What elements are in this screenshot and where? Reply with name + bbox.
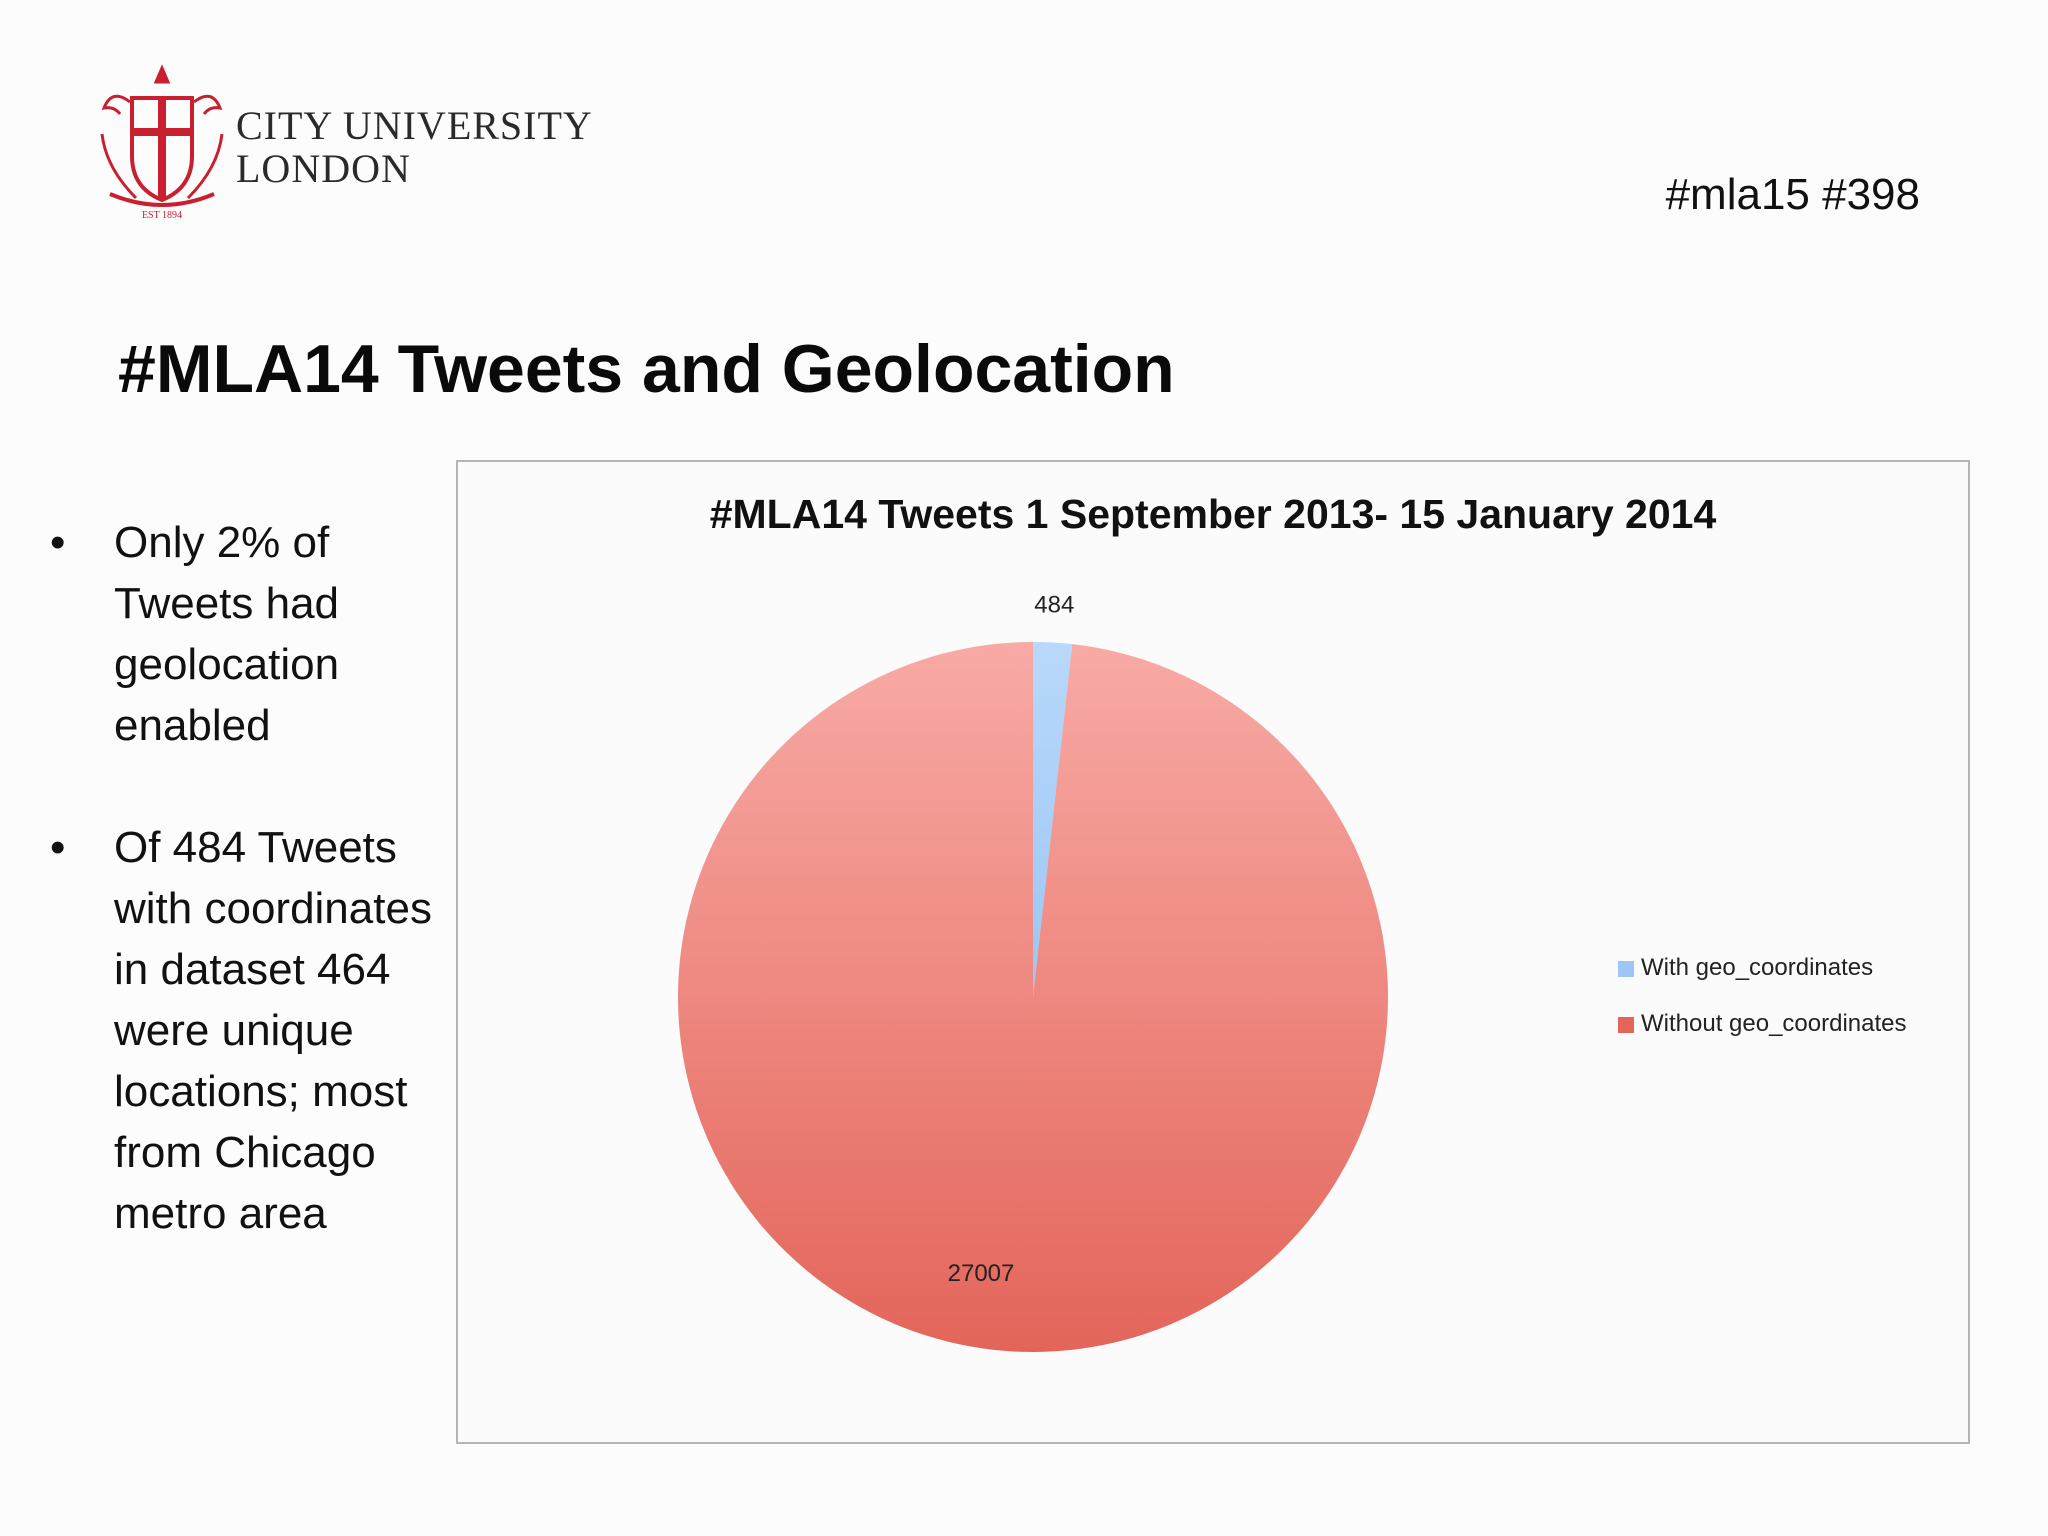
logo-line-1: CITY UNIVERSITY — [236, 103, 593, 148]
legend-swatch — [1618, 961, 1634, 977]
logo-line-2: LONDON — [236, 146, 411, 191]
pie-data-label: 27007 — [947, 1260, 1015, 1287]
logo-wordmark — [236, 104, 593, 190]
logo-est-text: EST 1894 — [141, 210, 183, 221]
chart-frame — [456, 460, 1970, 1444]
bullet-list — [44, 512, 444, 1305]
slide-title: #MLA14 Tweets and Geolocation — [118, 331, 1175, 407]
pie-data-label: 484 — [1034, 591, 1075, 619]
pie-chart — [458, 462, 1968, 1442]
pie-slice-without-geo — [678, 642, 1388, 1352]
hashtags-label: #mla15 #398 — [1665, 170, 1920, 219]
city-university-crest-icon — [92, 62, 232, 222]
bullet-item: • Only 2% of Tweets had geolocation enabled — [44, 512, 444, 756]
chart-title: #MLA14 Tweets 1 September 2013- 15 January 2014 — [709, 491, 1717, 537]
legend-label: Without geo_coordinates — [1641, 1010, 1907, 1037]
legend-label: With geo_coordinates — [1641, 954, 1874, 981]
bullet-item: • Of 484 Tweets with coordinates in dataset 464 were unique locations; most from Chicago metro area — [44, 817, 444, 1244]
legend-swatch — [1618, 1017, 1634, 1033]
